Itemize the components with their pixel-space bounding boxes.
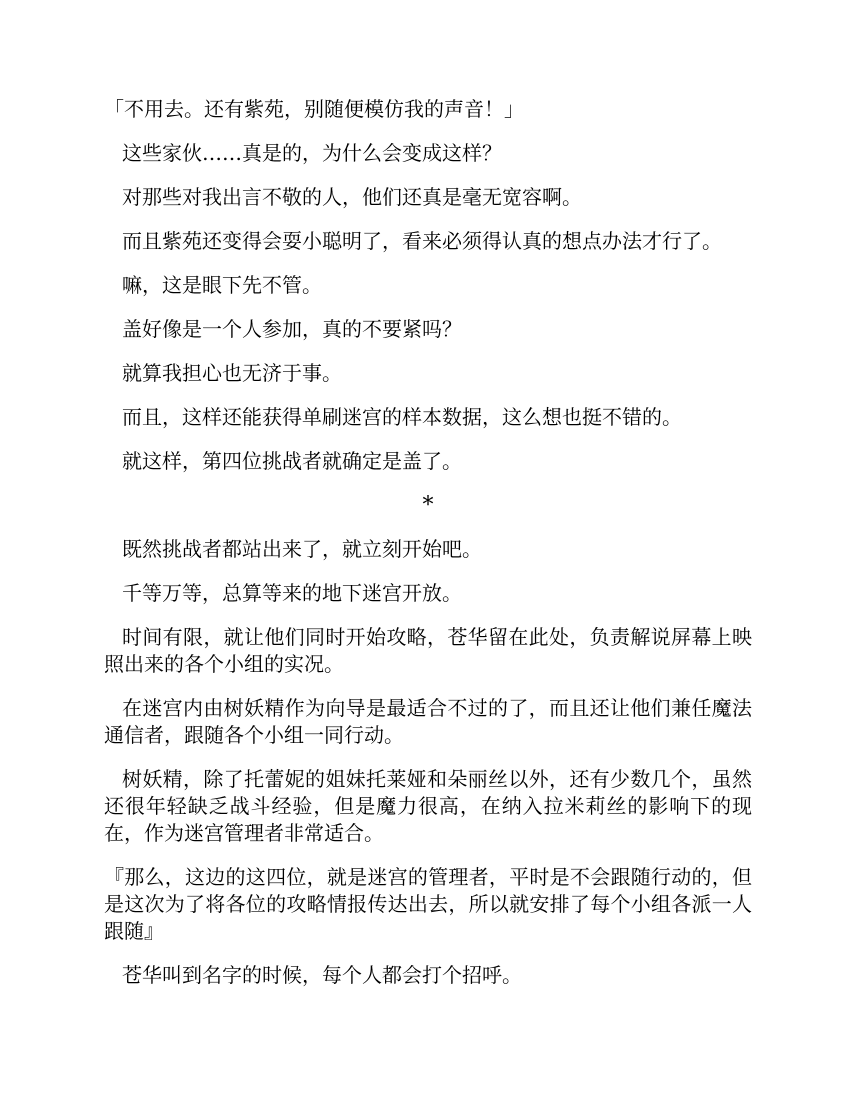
paragraph: 而且紫苑还变得会耍小聪明了，看来必须得认真的想点办法才行了。 [122,229,722,253]
paragraph: 树妖精，除了托蕾妮的姐妹托莱娅和朵丽丝以外，还有少数几个，虽然还很年轻缺乏战斗经验，但是魔力很高，在纳入拉米莉丝的影响下的现在，作为迷宫管理者非常适合。 [104,767,752,845]
paragraph: 时间有限，就让他们同时开始攻略，苍华留在此处，负责解说屏幕上映照出来的各个小组的实况。 [104,625,752,676]
paragraph: 就算我担心也无济于事。 [122,361,342,385]
paragraph: 对那些对我出言不敬的人，他们还真是毫无宽容啊。 [122,185,582,209]
paragraph: 而且，这样还能获得单刷迷宫的样本数据，这么想也挺不错的。 [122,405,682,429]
paragraph: 这些家伙……真是的，为什么会变成这样？ [122,141,502,165]
paragraph: 『那么，这边的这四位，就是迷宫的管理者，平时是不会跟随行动的，但是这次为了将各位的攻略情报传达出去，所以就安排了每个小组各派一人跟随』 [104,865,752,943]
paragraph: 盖好像是一个人参加，真的不要紧吗？ [122,317,462,341]
paragraph: 在迷宫内由树妖精作为向导是最适合不过的了，而且还让他们兼任魔法通信者，跟随各个小组一同行动。 [104,696,752,747]
paragraph: 既然挑战者都站出来了，就立刻开始吧。 [122,537,482,561]
section-separator: * [422,493,434,518]
paragraph: 苍华叫到名字的时候，每个人都会打个招呼。 [122,963,522,987]
paragraph: 嘛，这是眼下先不管。 [122,273,322,297]
paragraph: 就这样，第四位挑战者就确定是盖了。 [122,449,462,473]
paragraph: 千等万等，总算等来的地下迷宫开放。 [122,581,462,605]
paragraph: 「不用去。还有紫苑，别随便模仿我的声音！」 [104,97,524,121]
document-page [104,96,752,1006]
